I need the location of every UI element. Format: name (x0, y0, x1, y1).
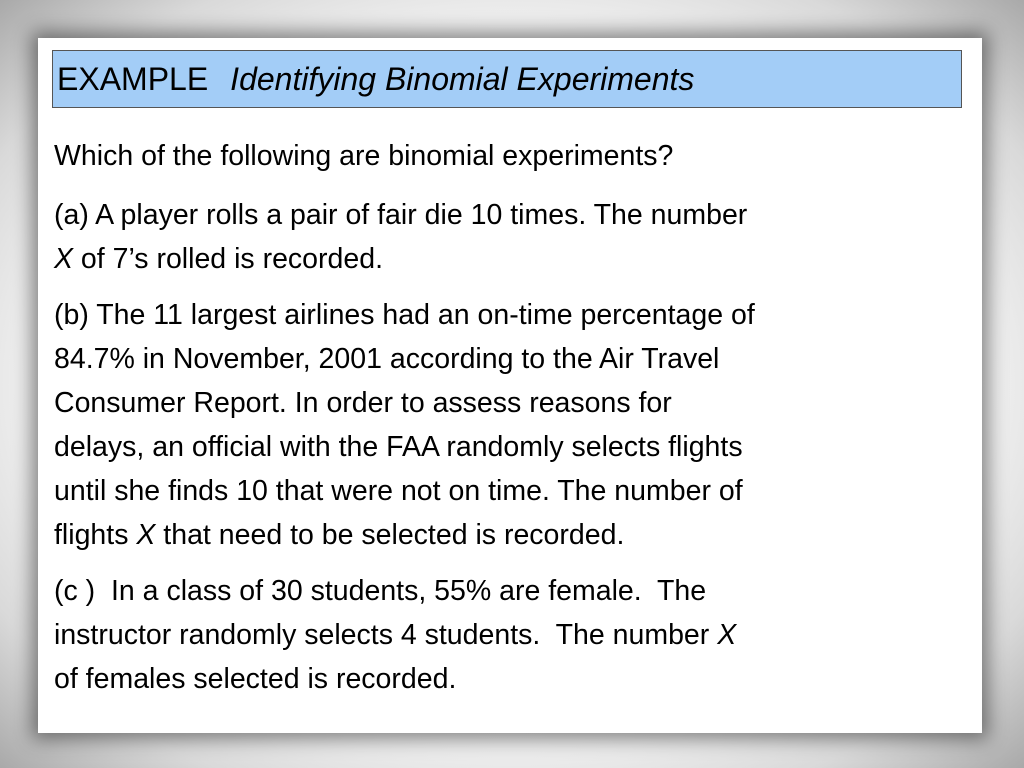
part-c-variable: X (717, 619, 737, 651)
title-text: Identifying Binomial Experiments (230, 60, 695, 97)
slide-content (54, 134, 974, 713)
part-a (54, 193, 974, 281)
part-b-line-5: until she finds 10 that were not on time. The number of (54, 475, 743, 507)
part-a-variable: X (54, 243, 74, 275)
part-b-line-6-rest: that need to be selected is recorded. (155, 519, 625, 551)
part-b-line-6-start: flights (54, 519, 137, 551)
part-a-line-2: of 7’s rolled is recorded. (73, 243, 383, 275)
part-c-line-3: of females selected is recorded. (54, 663, 457, 695)
part-b-variable: X (136, 519, 156, 551)
part-b-line-2: 84.7% in November, 2001 according to the Air Travel (54, 343, 720, 375)
part-c-line-1: (c ) In a class of 30 students, 55% are female. The (54, 575, 707, 607)
title-prefix: EXAMPLE (57, 60, 209, 97)
part-b-line-3: Consumer Report. In order to assess reasons for (54, 387, 672, 419)
part-b-line-1: (b) The 11 largest airlines had an on-time percentage of (54, 299, 755, 331)
part-c-line-2: instructor randomly selects 4 students. The number (54, 619, 718, 651)
slide (38, 38, 982, 733)
part-b-line-4: delays, an official with the FAA randomly selects flights (54, 431, 743, 463)
part-a-line-1: (a) A player rolls a pair of fair die 10 times. The number (54, 199, 748, 231)
question-line: Which of the following are binomial experiments? (54, 140, 674, 172)
question-text (54, 134, 974, 178)
part-c (54, 569, 974, 701)
part-b (54, 293, 974, 557)
title-banner (52, 50, 962, 108)
